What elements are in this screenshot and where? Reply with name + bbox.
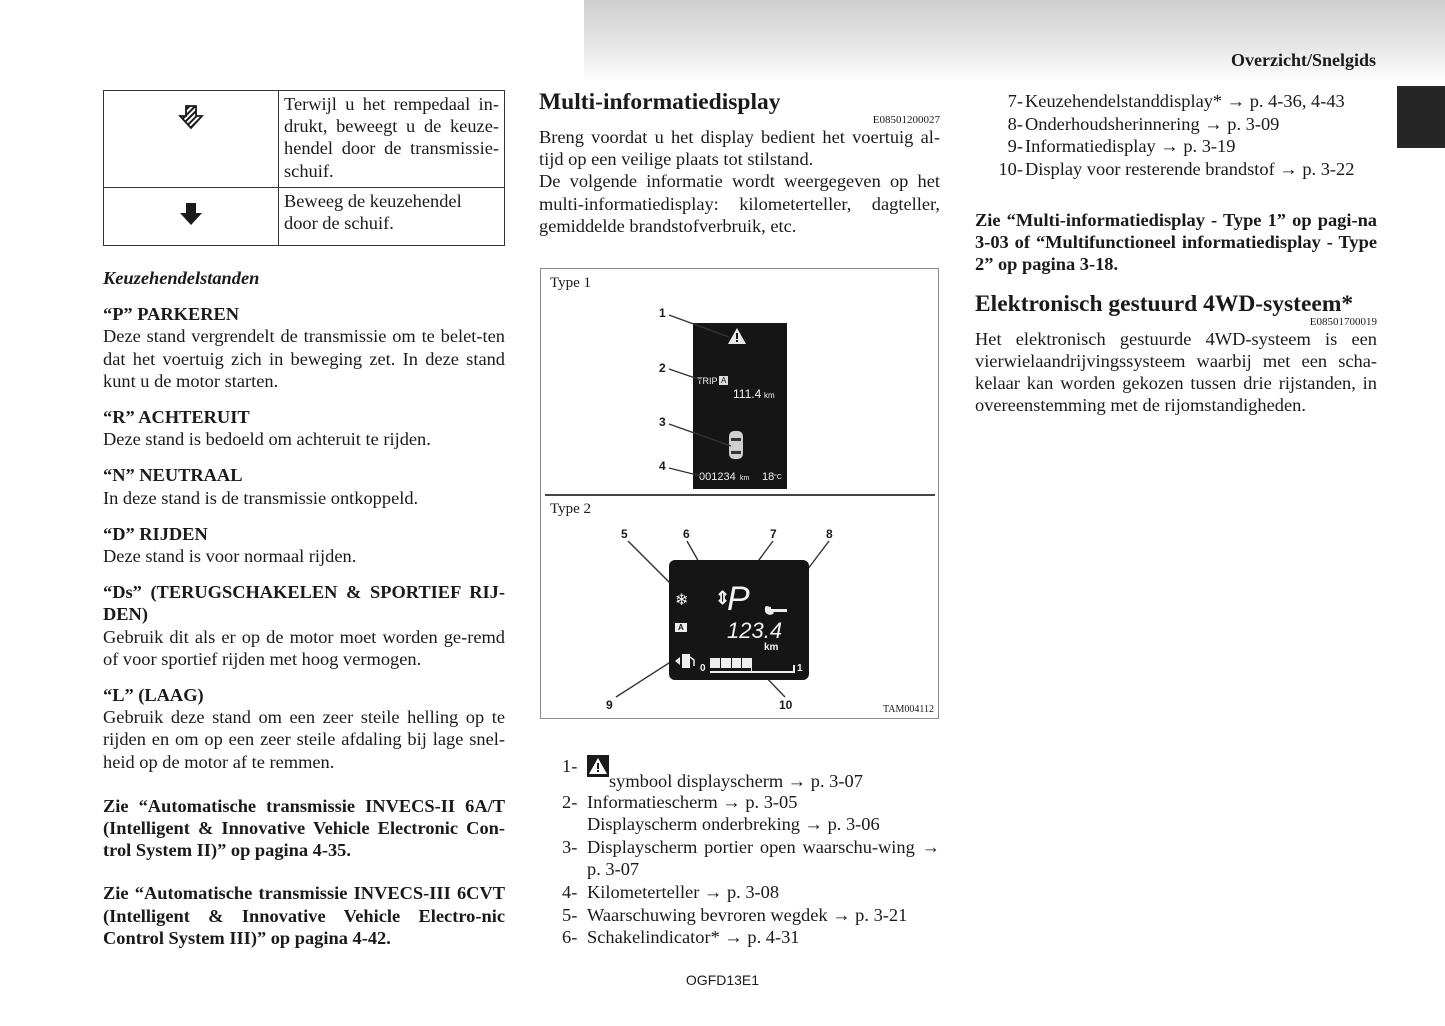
distance-value: 123.4 <box>727 618 783 643</box>
position-title-p: “P” PARKEREN <box>103 304 240 325</box>
position-text-r: Deze stand is bedoeld om achteruit te rijden. <box>103 429 431 450</box>
page-ref[interactable]: → p. 3-07 <box>787 771 863 791</box>
shift-instruction-table <box>103 90 505 246</box>
callout-4: 4 <box>659 459 666 473</box>
display-figure <box>540 268 939 719</box>
figure-label-type2: Type 2 <box>550 501 592 517</box>
fuel-gauge-scale <box>710 671 794 673</box>
snowflake-icon: ❄ <box>675 592 689 609</box>
list-item: 1- symbool displayscherm → p. 3-07 <box>562 756 863 791</box>
shift-arrows-icon: ⇕ <box>715 588 731 608</box>
hatched-down-arrow-icon <box>178 105 204 134</box>
callout-7: 7 <box>770 527 777 541</box>
table-row <box>104 91 505 188</box>
section-code: E08501200027 <box>872 114 940 126</box>
fuel-pump-icon <box>675 653 697 674</box>
callout-6: 6 <box>683 527 690 541</box>
middle-column <box>539 90 940 237</box>
section-header-title: Overzicht/Snelgids <box>1231 50 1376 70</box>
callout-3: 3 <box>659 415 666 429</box>
figure-divider <box>545 494 935 496</box>
page-ref[interactable]: → p. 3-06 <box>804 814 880 835</box>
page-ref[interactable]: → p. 3-05 <box>722 791 798 812</box>
figure-label-type1: Type 1 <box>550 275 592 291</box>
callout-1: 1 <box>659 306 666 320</box>
temperature-unit: °C <box>774 474 782 481</box>
fuel-min-label: 0 <box>700 663 706 674</box>
paragraph: Het elektronisch gestuurde 4WD-systeem is een vierwielaandrijvingssysteem waarbij met een scha-kelaar kan worden gekozen tussen drie rijstanden, in overeenstemming met de rijomstandigheden. <box>975 328 1377 416</box>
type2-display <box>669 560 809 680</box>
section-code: E08501700019 <box>1309 315 1377 328</box>
table-cell-text: Beweeg de keuzehendel door de schuif. <box>279 188 505 246</box>
callout-9: 9 <box>606 698 613 712</box>
figure-code: TAM004112 <box>882 704 934 715</box>
list-item: 7- Keuzehendelstanddisplay* → p. 4-36, 4-43 <box>1007 91 1345 111</box>
list-item: 3- Displayscherm portier open waarschu-wing → p. 3-07 <box>562 836 940 880</box>
odometer-value: 001234 <box>699 471 736 483</box>
callout-2: 2 <box>659 361 666 375</box>
callout-10: 10 <box>779 698 793 712</box>
callout-8: 8 <box>826 527 833 541</box>
trip-badge: A <box>721 376 727 385</box>
page-ref[interactable]: → p. 3-19 <box>1160 136 1236 157</box>
section-title-4wd: Elektronisch gestuurd 4WD-systeem* <box>975 290 1354 317</box>
position-text-p: Deze stand vergrendelt de transmissie om te belet-ten dat het voertuig zich in beweging zet. In deze stand kunt u de motor starten. <box>103 326 505 391</box>
gear-position: P <box>727 580 750 618</box>
info-badge: A <box>675 623 687 632</box>
subheading: Keuzehendelstanden <box>103 268 260 288</box>
fuel-max-label: 1 <box>797 663 803 674</box>
reference-link-6cvt[interactable]: Zie “Automatische transmissie INVECS-III 6CVT (Intelligent & Innovative Vehicle Electro-nic Control System III)” op pagina 4-42. <box>103 883 505 948</box>
position-title-r: “R” ACHTERUIT <box>103 407 250 428</box>
fuel-gauge-bars <box>710 658 752 668</box>
table-row <box>104 188 505 246</box>
page-ref[interactable]: → p. 3-07 <box>587 836 940 880</box>
reference-link-multi-info[interactable]: Zie “Multi-informatiedisplay - Type 1” op pagi-na 3-03 of “Multifunctioneel informatiedisplay - Type 2” op pagina 3-18. <box>975 210 1377 275</box>
distance-unit: km <box>764 642 779 653</box>
table-cell-text: Terwijl u het rempedaal in-drukt, beweegt u de keuze-hendel door de transmissie-schuif. <box>279 91 505 188</box>
page-ref[interactable]: → p. 3-09 <box>1204 113 1280 134</box>
callout-5: 5 <box>621 527 628 541</box>
solid-down-arrow-icon <box>178 202 204 231</box>
list-item: 2- Informatiescherm → p. 3-05 <box>562 791 798 812</box>
position-title-d: “D” RIJDEN <box>103 523 208 544</box>
trip-value: 111.4 <box>733 387 762 401</box>
document-code: OGFD13E1 <box>685 972 760 988</box>
position-title-ds: “Ds” (TERUGSCHAKELEN & SPORTIEF RIJ-DEN) <box>103 582 505 625</box>
page-ref[interactable]: → p. 4-36, 4-43 <box>1226 91 1345 111</box>
position-text-ds: Gebruik dit als er op de motor moet worden ge-remd of voor sportief rijden met hoog vermogen. <box>103 626 505 669</box>
list-item: 9- Informatiedisplay → p. 3-19 <box>1007 136 1236 157</box>
paragraph: Breng voordat u het display bedient het voertuig al-tijd op een veilige plaats tot stilstand. <box>539 127 940 170</box>
left-column <box>103 90 505 949</box>
warning-triangle-icon <box>587 755 609 777</box>
position-title-n: “N” NEUTRAAL <box>103 465 243 486</box>
trip-unit: km <box>764 391 775 400</box>
chapter-thumb-tab <box>1397 86 1445 148</box>
section-title-multi-info: Multi-informatiedisplay <box>539 89 781 115</box>
trip-label: TRIP <box>697 376 718 386</box>
position-text-l: Gebruik deze stand om een zeer steile helling op te rijden en om op een zeer steile afdaling bij lage snel-heid op de motor af te remmen. <box>103 707 505 772</box>
list-item: 5- Waarschuwing bevroren wegdek → p. 3-21 <box>562 904 908 925</box>
odometer-unit: km <box>740 475 750 482</box>
reference-link-6at[interactable]: Zie “Automatische transmissie INVECS-II 6A/T (Intelligent & Innovative Vehicle Electronic Con-trol System II)” op pagina 4-35. <box>103 795 505 861</box>
page-ref[interactable]: → p. 3-08 <box>703 881 780 902</box>
list-item: Displayscherm onderbreking → p. 3-06 <box>587 814 880 835</box>
list-item: 6- Schakelindicator* → p. 4-31 <box>562 927 800 948</box>
list-item: 8- Onderhoudsherinnering → p. 3-09 <box>1007 113 1280 134</box>
page-ref[interactable]: → p. 3-22 <box>1279 158 1355 179</box>
list-item: 4- Kilometerteller → p. 3-08 <box>562 881 780 902</box>
right-column <box>975 209 1377 416</box>
position-title-l: “L” (LAAG) <box>103 685 204 706</box>
list-item: 10- Display voor resterende brandstof → p. 3-22 <box>998 158 1355 179</box>
position-text-d: Deze stand is voor normaal rijden. <box>103 546 357 567</box>
page-ref[interactable]: → p. 3-21 <box>832 904 908 925</box>
page-ref[interactable]: → p. 4-31 <box>724 927 800 948</box>
figure-legend-list-continued <box>988 90 1378 180</box>
temperature-value: 18 <box>762 471 775 483</box>
paragraph: De volgende informatie wordt weergegeven op het multi-informatiedisplay: kilometerteller, dagteller, gemiddelde brandstofverbruik, etc. <box>539 171 940 236</box>
position-text-n: In deze stand is de transmissie ontkoppeld. <box>103 487 419 508</box>
figure-legend-list <box>562 755 940 949</box>
